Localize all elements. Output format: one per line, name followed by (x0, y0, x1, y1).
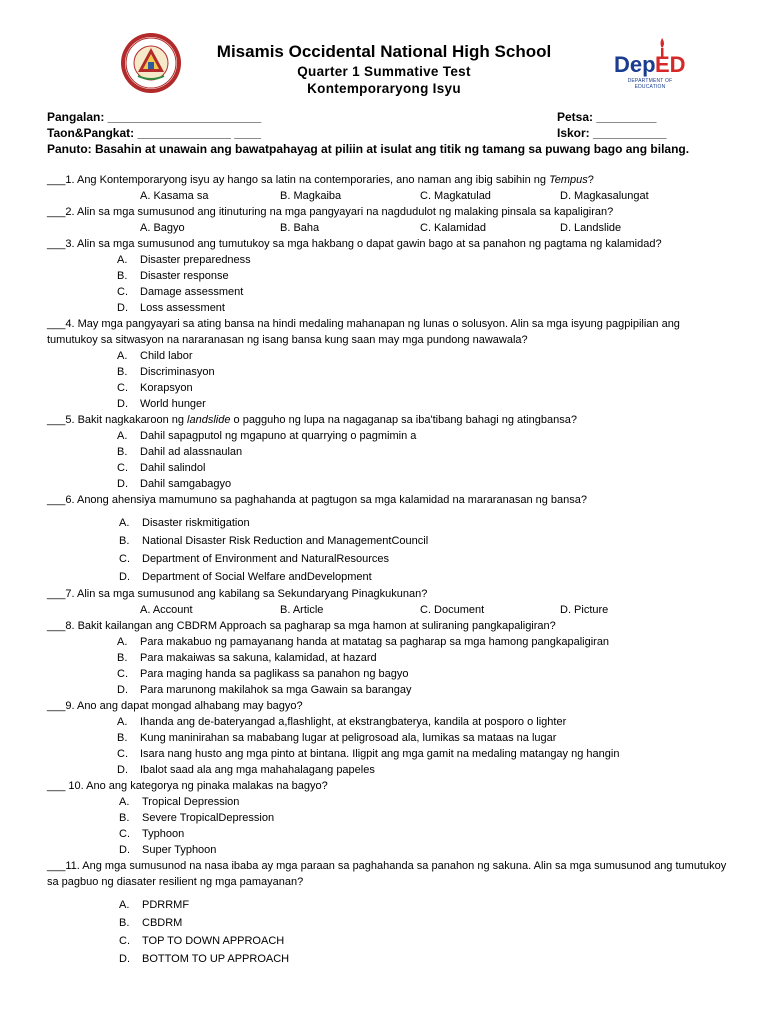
option-a[interactable]: A. Kasama sa (140, 190, 209, 202)
option-b[interactable]: B. Baha (280, 222, 320, 234)
option-b[interactable]: B. Kung maninirahan sa mababang lugar at peligrosoad ala, lumikas sa mataas na lugar (117, 732, 557, 744)
option-c[interactable]: C. Dahil salindol (117, 462, 206, 474)
option-b[interactable]: B. Severe TropicalDepression (119, 812, 275, 824)
option-a[interactable]: A. Dahil sapagputol ng mgapuno at quarrying o pagmimin a (117, 430, 417, 442)
option-b[interactable]: B. Para makaiwas sa sakuna, kalamidad, at hazard (117, 652, 377, 664)
option-d[interactable]: D. Ibalot saad ala ang mga mahahalagang papeles (117, 764, 375, 776)
option-b[interactable]: B. National Disaster Risk Reduction and ManagementCouncil (119, 535, 429, 547)
question-9: ___9. Ano ang dapat mongad alhabang may bagyo? (47, 700, 303, 712)
option-c[interactable]: C. Magkatulad (420, 190, 491, 202)
option-a[interactable]: A. Account (140, 604, 193, 616)
option-c[interactable]: C. Damage assessment (117, 286, 244, 298)
tempus-term: Tempus (549, 174, 588, 186)
option-a[interactable]: A. Bagyo (140, 222, 185, 234)
option-c[interactable]: C. Isara nang husto ang mga pinto at bintana. Iligpit ang mga gamit na medaling matangay ng hangin (117, 748, 620, 760)
question-8: ___8. Bakit kailangan ang CBDRM Approach sa pagharap sa mga hamon at suliraning pangkapaligiran? (47, 620, 556, 632)
score-field[interactable]: Iskor: ___________ (557, 126, 667, 140)
option-d[interactable]: D. Magkasalungat (560, 190, 649, 202)
option-d[interactable]: D. Dahil samgabagyo (117, 478, 232, 490)
option-d[interactable]: D. Super Typhoon (119, 844, 217, 856)
option-c[interactable]: C. Kalamidad (420, 222, 487, 234)
test-title: Quarter 1 Summative Test (297, 64, 471, 79)
option-a[interactable]: A. Para makabuo ng pamayanang handa at matatag sa pagharap sa mga hamong pangkapaligiran (117, 636, 610, 648)
question-4: ___4. May mga pangyayari sa ating bansa na hindi medaling mahanapan ng lunas o solusyon. Alin sa mga isyung pagpipilian ang tumutukoy sa sitwasyon na nararanasan ng isang bansa kung saan may mga pundong nawawala? (47, 318, 680, 346)
option-d[interactable]: D. Picture (560, 604, 609, 616)
school-name: Misamis Occidental National High School (216, 42, 552, 61)
option-c[interactable]: C. Para maging handa sa paglikass sa panahon ng bagyo (117, 668, 409, 680)
option-c[interactable]: C. Typhoon (119, 828, 185, 840)
option-c[interactable]: C. Document (420, 604, 485, 616)
option-b[interactable]: B. Magkaiba (280, 190, 342, 202)
option-a[interactable]: A. Child labor (117, 350, 193, 362)
option-d[interactable]: D. Landslide (560, 222, 622, 234)
grade-section-field[interactable]: Taon&Pangkat: ______________ ____ (47, 126, 261, 140)
question-list (47, 172, 727, 968)
option-a[interactable]: A. Disaster riskmitigation (119, 517, 250, 529)
question-2: ___2. Alin sa mga sumusunod ang itinuturing na mga pangyayari na nagdudulot ng malaking pinsala sa kapaligiran? (47, 206, 614, 218)
option-b[interactable]: B. Disaster response (117, 270, 229, 282)
question-7: ___7. Alin sa mga sumusunod ang kabilang sa Sekundaryang Pinagkukunan? (47, 588, 428, 600)
option-c[interactable]: C. Department of Environment and NaturalResources (119, 553, 390, 565)
option-a[interactable]: A. Tropical Depression (119, 796, 240, 808)
option-a[interactable]: A. Disaster preparedness (117, 254, 251, 266)
option-b[interactable]: B. Dahil ad alassnaulan (117, 446, 243, 458)
question-6: ___6. Anong ahensiya mamumuno sa paghahanda at pagtugon sa mga kalamidad na mararanasan ng bansa? (47, 494, 587, 506)
question-7-options (47, 602, 727, 618)
option-c[interactable]: C. TOP TO DOWN APPROACH (119, 935, 285, 947)
option-d[interactable]: D. Para marunong makilahok sa mga Gawain sa barangay (117, 684, 412, 696)
option-c[interactable]: C. Korapsyon (117, 382, 193, 394)
svg-text:ED: ED (655, 52, 686, 77)
school-seal-icon (120, 32, 182, 94)
subject-title: Kontemporaryong Isyu (307, 81, 461, 96)
question-3: ___3. Alin sa mga sumusunod ang tumutukoy sa mga hakbang o dapat gawin bago at sa panahon ng pagtama ng kalamidad? (47, 238, 662, 250)
option-d[interactable]: D. BOTTOM TO UP APPROACH (119, 953, 290, 965)
option-a[interactable]: A. PDRRMF (119, 899, 190, 911)
option-b[interactable]: B. Discriminasyon (117, 366, 215, 378)
option-d[interactable]: D. Loss assessment (117, 302, 225, 314)
instructions: Panuto: Basahin at unawain ang bawatpahayag at piliin at isulat ang titik ng tamang sa puwang bago ang bilang. (47, 142, 690, 156)
option-a[interactable]: A. Ihanda ang de-bateryangad a,flashlight, at ekstrangbaterya, kandila at posporo o lighter (117, 716, 567, 728)
option-b[interactable]: B. CBDRM (119, 917, 183, 929)
option-b[interactable]: B. Article (280, 604, 324, 616)
question-1-options (47, 188, 727, 204)
option-d[interactable]: D. World hunger (117, 398, 206, 410)
landslide-term: landslide (187, 414, 231, 426)
question-11: ___11. Ang mga sumusunod na nasa ibaba ay mga paraan sa paghahanda sa panahon ng sakuna. Alin sa mga sumusunod ang tumutukoy sa pagbuo ng diasater resilient ng mga pamayanan? (47, 860, 727, 888)
question-2-options (47, 220, 727, 236)
question-5: ___5. Bakit nagkakaroon ng landslide o pagguho ng lupa na nagaganap sa iba'tibang bahagi ng atingbansa? (47, 414, 577, 426)
option-d[interactable]: D. Department of Social Welfare andDevelopment (119, 571, 372, 583)
name-field[interactable]: Pangalan: _______________________ (47, 110, 262, 124)
deped-tagline: DEPARTMENT OF EDUCATION (627, 78, 673, 90)
date-field[interactable]: Petsa: _________ (557, 110, 657, 124)
question-10: ___ 10. Ano ang kategorya ng pinaka malakas na bagyo? (47, 780, 328, 792)
svg-text:Dep: Dep (614, 52, 656, 77)
question-1: ___1. Ang Kontemporaryong isyu ay hango sa latin na contemporaries, ano naman ang ibig sabihin ng Tempus? (47, 174, 594, 186)
